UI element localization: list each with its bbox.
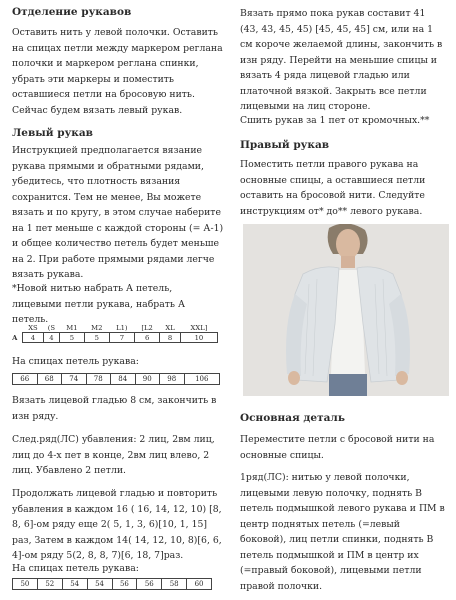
right-sleeve-title: Правый рукав (240, 139, 330, 151)
stitch-count: 60 (187, 579, 212, 590)
stitch-count: 74 (62, 374, 87, 385)
stitch-count: 54 (62, 579, 87, 590)
size-header: M2 (91, 323, 103, 332)
stitch-count: 52 (37, 579, 62, 590)
separating-sleeves-section (12, 6, 227, 19)
size-value: 8 (160, 333, 181, 343)
knit-straight-text: Вязать прямо пока рукав составит 41 (43, 43, 45, 45) [45, 45, 45] см, или на 1 см короче желаемой длины, закончить в изн ряду. Перейти на меньшие спицы и вязать 4 ряда лицевой гладью или платочной вязкой. Закрыть все петли лицевыми на лиц стороне. (240, 8, 443, 112)
final-stitches-label: На спицах петель рукава: (12, 563, 139, 574)
stitch-count: 90 (135, 374, 160, 385)
stitch-count: 98 (160, 374, 185, 385)
stitch-count: 54 (87, 579, 112, 590)
size-row-label: А (12, 333, 18, 342)
first-row-text: 1ряд(ЛС): нитью у левой полочки, лицевыми левую полочку, поднять В петель подмышкой левого рукава и ПМ в центр поднятых петель (=левый боковой), лиц петли спинки, поднять В петель подмышкой и ПМ в центр их (=правый боковой), лицевыми петли правой полочки. (240, 472, 445, 592)
woman-in-cardigan-image (243, 224, 449, 396)
stitch-count: 66 (13, 374, 38, 385)
stitch-count: 68 (37, 374, 62, 385)
size-header: XS (28, 323, 38, 332)
stitch-count: 58 (162, 579, 187, 590)
body-title: Основная деталь (240, 412, 345, 424)
cast-on-text: *Новой нитью набрать А петель, лицевыми петли рукава, набрать А петель. (12, 283, 185, 325)
stitch-count: 56 (112, 579, 137, 590)
size-value: 5 (84, 333, 109, 343)
size-value: 7 (109, 333, 134, 343)
stockinette-text: Вязать лицевой гладью 8 см, закончить в изн ряду. (12, 395, 217, 422)
stitch-count: 106 (184, 374, 220, 385)
left-sleeve-text: Инструкцией предполагается вязание рукава прямыми и обратными рядами, убедитесь, что плотность вязания сохранится. Тем не менее, Вы можете вязать и по кругу, в этом случае наберите на 1 пет меньше с каждой стороны (= А-1) и общее количество петель будет меньше на 2. При работе прямыми рядами легче вязать рукава. (12, 145, 224, 280)
size-header: M1 (66, 323, 78, 332)
stitch-count: 56 (137, 579, 162, 590)
decrease-row-text: След.ряд(ЛС) убавления: 2 лиц, 2вм лиц, лиц до 4-х пет в конце, 2вм лиц влево, 2 лиц. Убавлено 2 петли. (12, 434, 215, 476)
size-header: [L2 (141, 323, 153, 332)
stitch-count: 78 (86, 374, 111, 385)
sleeve-stitches-label: На спицах петель рукава: (12, 356, 139, 367)
size-value: 5 (59, 333, 84, 343)
size-value: 4 (43, 333, 59, 343)
size-value: 6 (135, 333, 160, 343)
separating-sleeves-title: Отделение рукавов (12, 6, 132, 18)
size-header: (S (47, 323, 56, 332)
stitch-count: 84 (111, 374, 136, 385)
size-value: 10 (180, 333, 217, 343)
continue-decrease-text: Продолжать лицевой гладью и повторить убавления в каждом 16 ( 16, 14, 12, 10) [8, 8, 6]-ом ряду еще 2( 5, 1, 3, 6)[10, 1, 15] раз, Затем в каждом 14( 14, 12, 10, 8)[6, 6, 4]-ом ряду 5(2, 8, 8, 7)[6, 18, 7]раз. (12, 488, 222, 561)
size-table (12, 323, 218, 343)
size-header: XL (165, 323, 175, 332)
right-sleeve-text: Поместить петли правого рукава на основные спицы, а оставшиеся петли оставить на бросовой нити. Следуйте инструкциям от* до** левого рукава. (240, 159, 426, 217)
size-header: XXL] (190, 323, 208, 332)
body-text: Переместите петли с бросовой нити на основные спицы. (240, 434, 435, 461)
stitch-count: 50 (13, 579, 38, 590)
left-sleeve-title: Левый рукав (12, 127, 93, 139)
cardigan-photo (243, 224, 449, 396)
sew-sleeve-text: Сшить рукав за 1 пет от кромочных.** (240, 115, 430, 126)
sleeve-stitches-table (12, 373, 220, 385)
size-header: L1) (116, 323, 128, 332)
final-stitches-table (12, 578, 212, 590)
size-value: 4 (23, 333, 44, 343)
separating-sleeves-text: Оставить нить у левой полочки. Оставить на спицах петли между маркером реглана полочки и маркером реглана спинки, убрать эти маркеры и поместить оставшиеся петли на бросовую нить. Сейчас будем вязать левый рукав. (12, 27, 223, 116)
